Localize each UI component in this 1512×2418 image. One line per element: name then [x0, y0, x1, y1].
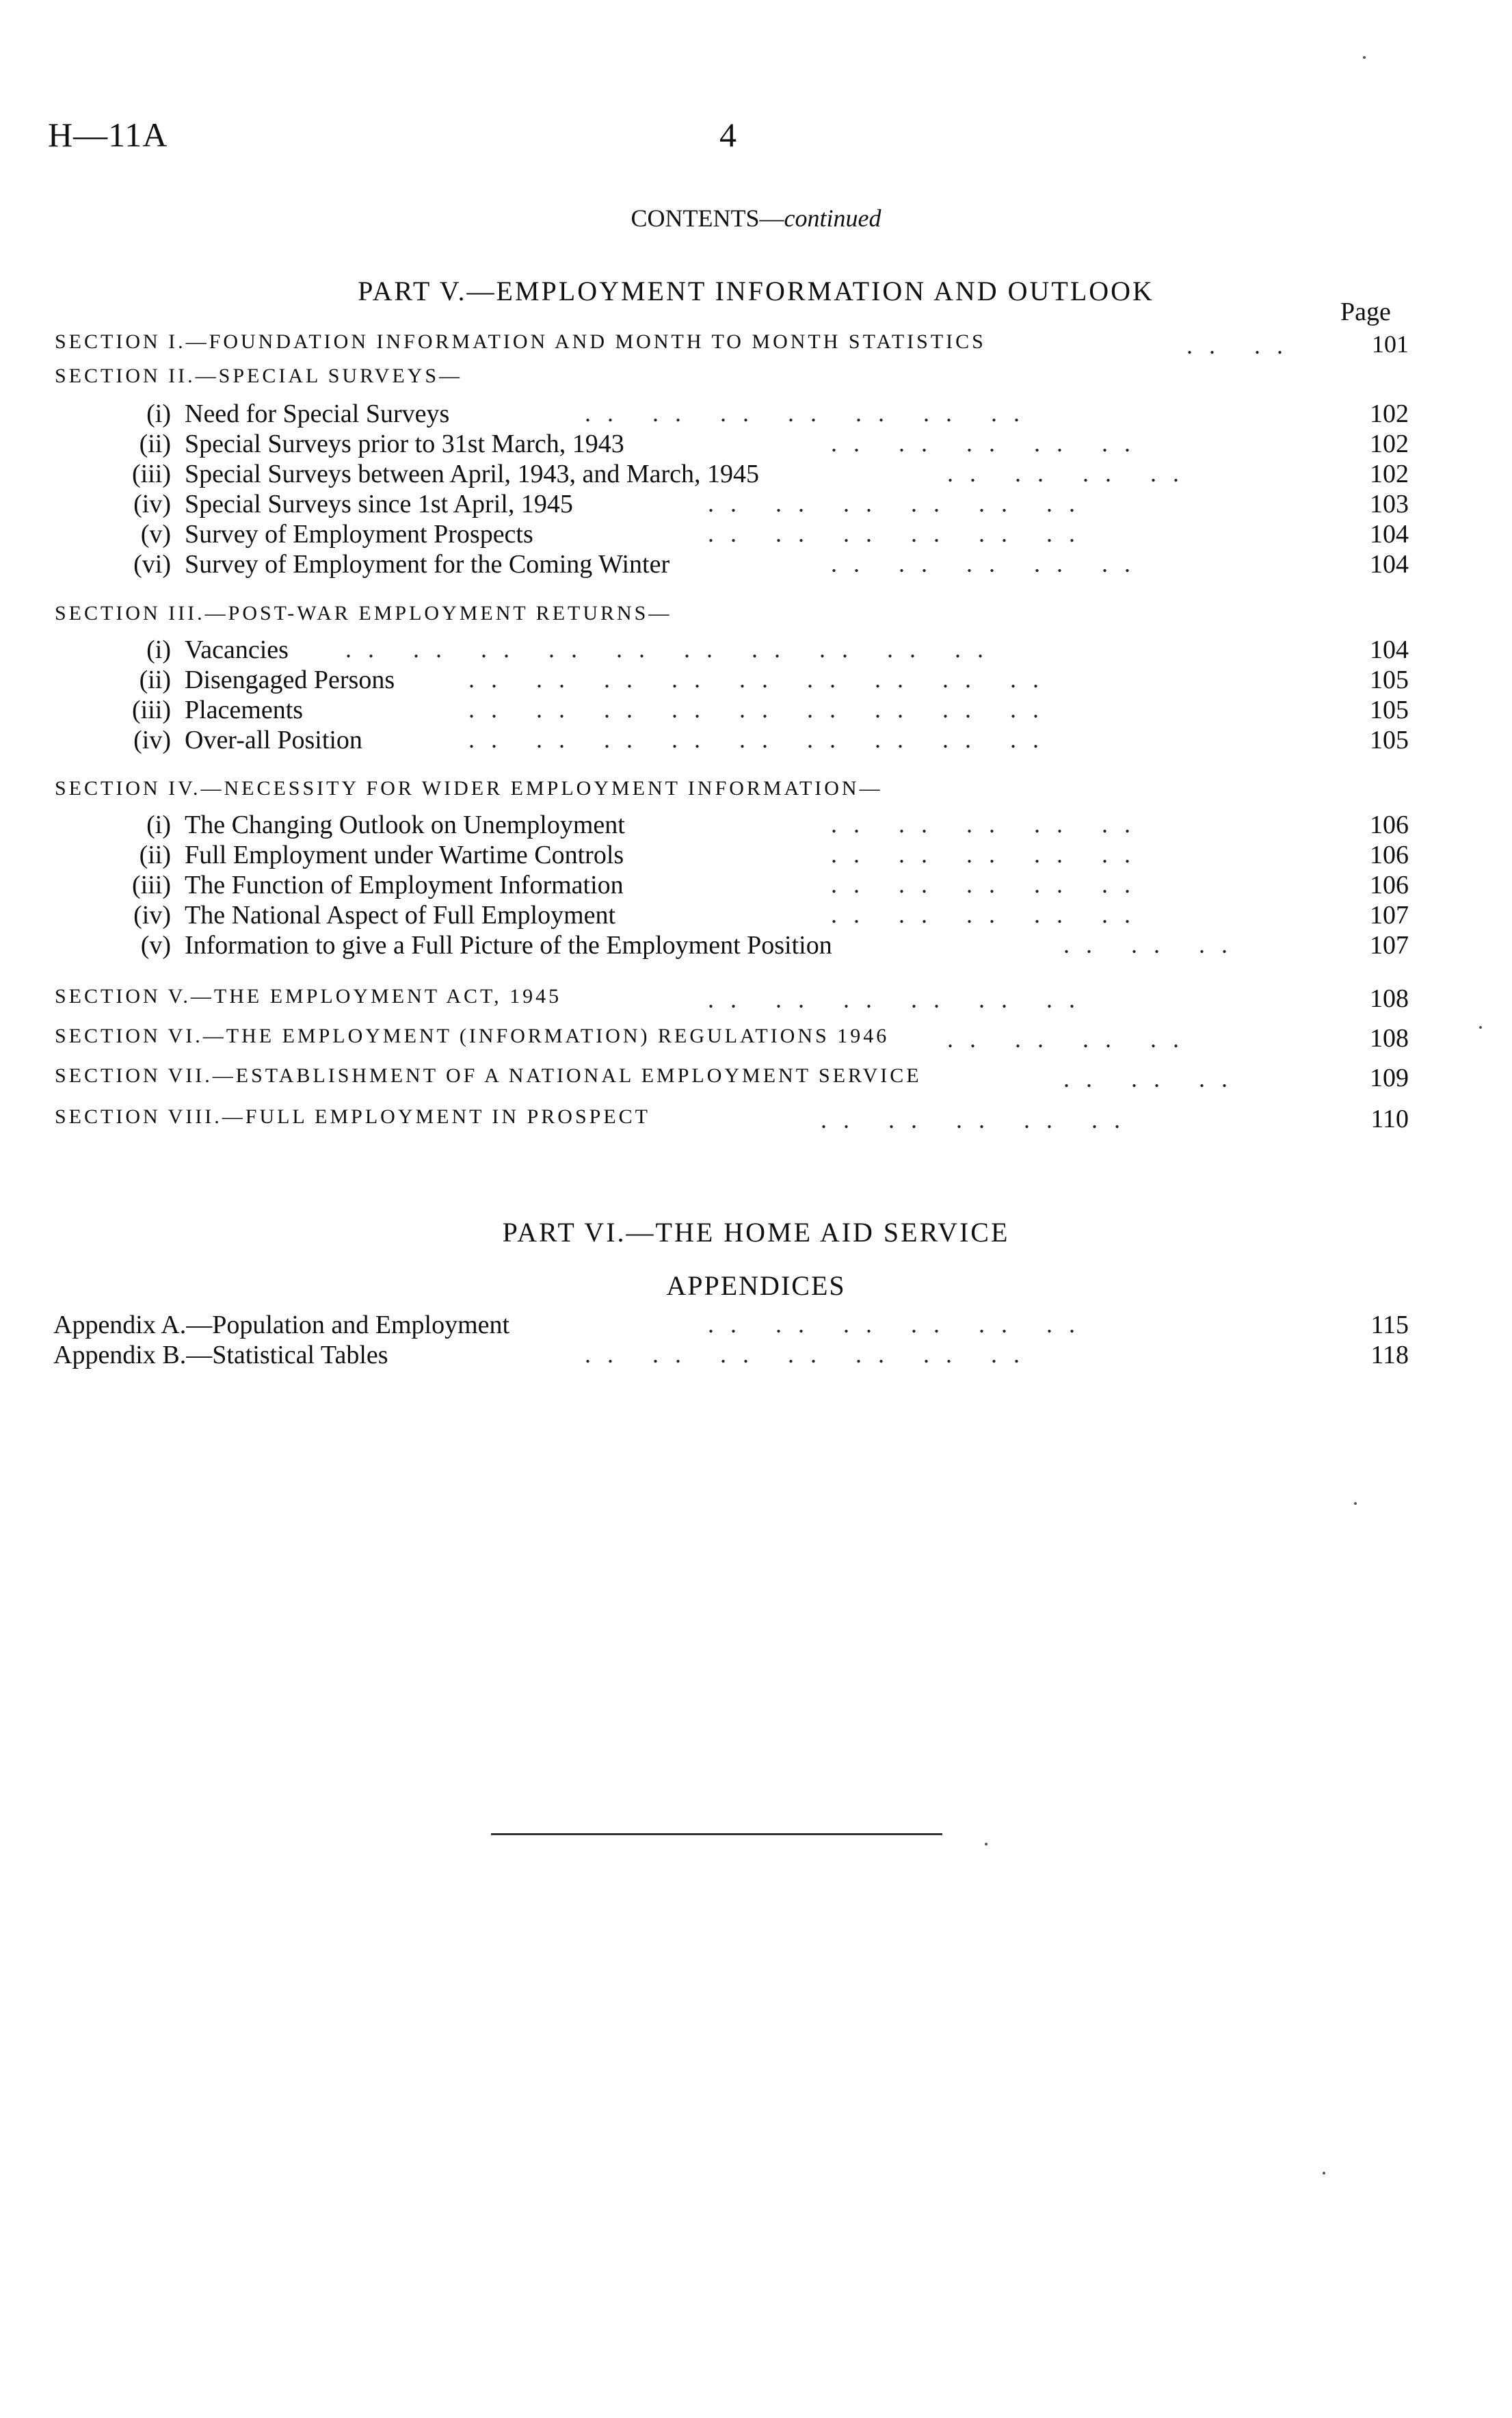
leader-dots: .. .. .. .. .. .. .. — [585, 1341, 1036, 1368]
scan-speck — [1354, 1502, 1357, 1505]
section-i-title: SECTION I.—FOUNDATION INFORMATION AND MONTH TO MONTH STATISTICS — [55, 330, 986, 353]
item-text: Special Surveys since 1st April, 1945 — [185, 490, 573, 518]
appendix-b-page: 118 — [1370, 1341, 1409, 1369]
leader-dots: .. .. .. .. .. — [831, 901, 1147, 928]
item-number: (iv) — [133, 490, 171, 518]
item-page: 107 — [1370, 901, 1409, 930]
item-page: 102 — [1370, 460, 1409, 488]
item-text: Vacancies — [185, 635, 289, 664]
leader-dots: .. .. .. .. .. .. — [708, 986, 1091, 1013]
item-page: 107 — [1370, 931, 1409, 960]
item-page: 104 — [1370, 635, 1409, 664]
item-text: Survey of Employment Prospects — [185, 520, 533, 549]
item-number: (iii) — [132, 460, 171, 488]
scan-speck — [1363, 56, 1366, 59]
appendix-a-page: 115 — [1370, 1311, 1409, 1339]
leader-dots: .. .. .. .. .. .. .. — [585, 399, 1036, 427]
item-text: The National Aspect of Full Employment — [185, 901, 616, 930]
section-v-page: 108 — [1370, 984, 1409, 1013]
item-text: Disengaged Persons — [185, 666, 395, 694]
item-number: (i) — [146, 635, 171, 664]
item-number: (iii) — [132, 696, 171, 724]
item-number: (iv) — [133, 726, 171, 754]
section-vi-title: SECTION VI.—THE EMPLOYMENT (INFORMATION) REGULATIONS 1946 — [55, 1025, 890, 1047]
scan-speck — [1479, 1026, 1482, 1029]
leader-dots: .. .. — [1186, 332, 1299, 359]
item-text: Survey of Employment for the Coming Winter — [185, 550, 670, 579]
item-number: (ii) — [139, 666, 171, 694]
leader-dots: .. .. .. — [1063, 931, 1244, 958]
contents-heading-continued: continued — [784, 205, 881, 232]
section-iv-title: SECTION IV.—NECESSITY FOR WIDER EMPLOYMENT INFORMATION— — [55, 777, 883, 800]
bottom-rule — [491, 1833, 942, 1835]
item-text: The Function of Employment Information — [185, 871, 624, 899]
section-vi-page: 108 — [1370, 1024, 1409, 1053]
item-page: 105 — [1370, 666, 1409, 694]
appendix-b-text: Appendix B.—Statistical Tables — [53, 1341, 388, 1369]
item-number: (v) — [140, 931, 171, 960]
item-page: 102 — [1370, 430, 1409, 458]
item-page: 103 — [1370, 490, 1409, 518]
section-viii-page: 110 — [1370, 1105, 1409, 1133]
item-number: (i) — [146, 811, 171, 839]
part-vi-title: PART VI.—THE HOME AID SERVICE — [502, 1217, 1010, 1248]
section-viii-title: SECTION VIII.—FULL EMPLOYMENT IN PROSPECT — [55, 1105, 650, 1128]
item-number: (vi) — [133, 550, 171, 579]
item-text: Full Employment under Wartime Controls — [185, 841, 624, 869]
item-number: (iv) — [133, 901, 171, 930]
leader-dots: .. .. .. .. .. — [831, 871, 1147, 898]
contents-heading — [0, 204, 1512, 233]
item-text: Need for Special Surveys — [185, 399, 450, 428]
item-text: Special Surveys between April, 1943, and March, 1945 — [185, 460, 760, 488]
leader-dots: .. .. .. .. .. .. .. .. .. — [468, 696, 1055, 723]
section-vii-title: SECTION VII.—ESTABLISHMENT OF A NATIONAL EMPLOYMENT SERVICE — [55, 1064, 922, 1087]
item-number: (v) — [140, 520, 171, 549]
page-column-label: Page — [1340, 298, 1391, 326]
leader-dots: .. .. .. .. .. .. .. .. .. — [468, 666, 1055, 693]
item-page: 105 — [1370, 696, 1409, 724]
section-vii-page: 109 — [1370, 1064, 1409, 1092]
contents-heading-main: CONTENTS— — [631, 205, 784, 232]
item-text: Placements — [185, 696, 304, 724]
item-page: 106 — [1370, 841, 1409, 869]
leader-dots: .. .. .. .. .. .. — [708, 490, 1091, 517]
leader-dots: .. .. .. .. .. — [831, 811, 1147, 838]
leader-dots: .. .. .. .. — [947, 460, 1195, 487]
item-number: (i) — [146, 399, 171, 428]
item-text: Special Surveys prior to 31st March, 1943 — [185, 430, 624, 458]
section-ii-title: SECTION II.—SPECIAL SURVEYS— — [55, 365, 463, 387]
document-code: H—11A — [48, 116, 168, 154]
item-page: 106 — [1370, 811, 1409, 839]
scan-speck — [985, 1843, 987, 1845]
leader-dots: .. .. .. .. .. .. .. .. .. .. — [345, 635, 1000, 663]
leader-dots: .. .. .. .. .. — [831, 841, 1147, 868]
item-text: The Changing Outlook on Unemployment — [185, 811, 625, 839]
item-page: 105 — [1370, 726, 1409, 754]
leader-dots: .. .. .. .. .. — [831, 550, 1147, 577]
leader-dots: .. .. .. .. .. .. .. .. .. — [468, 726, 1055, 753]
item-text: Over-all Position — [185, 726, 362, 754]
leader-dots: .. .. .. — [1063, 1065, 1244, 1092]
section-v-title: SECTION V.—THE EMPLOYMENT ACT, 1945 — [55, 985, 562, 1008]
leader-dots: .. .. .. .. — [947, 1025, 1195, 1053]
page-number: 4 — [719, 116, 737, 154]
section-iii-title: SECTION III.—POST-WAR EMPLOYMENT RETURNS— — [55, 602, 672, 625]
item-number: (ii) — [139, 430, 171, 458]
scan-speck — [1323, 2172, 1325, 2174]
item-page: 106 — [1370, 871, 1409, 899]
leader-dots: .. .. .. .. .. .. — [708, 1311, 1091, 1338]
item-text: Information to give a Full Picture of the Employment Position — [185, 931, 832, 960]
section-i-page: 101 — [1372, 330, 1409, 358]
item-page: 104 — [1370, 520, 1409, 549]
appendix-a-text: Appendix A.—Population and Employment — [53, 1311, 510, 1339]
leader-dots: .. .. .. .. .. — [821, 1106, 1137, 1133]
item-number: (iii) — [132, 871, 171, 899]
item-page: 104 — [1370, 550, 1409, 579]
part-v-title: PART V.—EMPLOYMENT INFORMATION AND OUTLOOK — [358, 276, 1154, 306]
appendices-title: APPENDICES — [666, 1270, 846, 1301]
item-page: 102 — [1370, 399, 1409, 428]
leader-dots: .. .. .. .. .. — [831, 430, 1147, 457]
item-number: (ii) — [139, 841, 171, 869]
leader-dots: .. .. .. .. .. .. — [708, 520, 1091, 547]
